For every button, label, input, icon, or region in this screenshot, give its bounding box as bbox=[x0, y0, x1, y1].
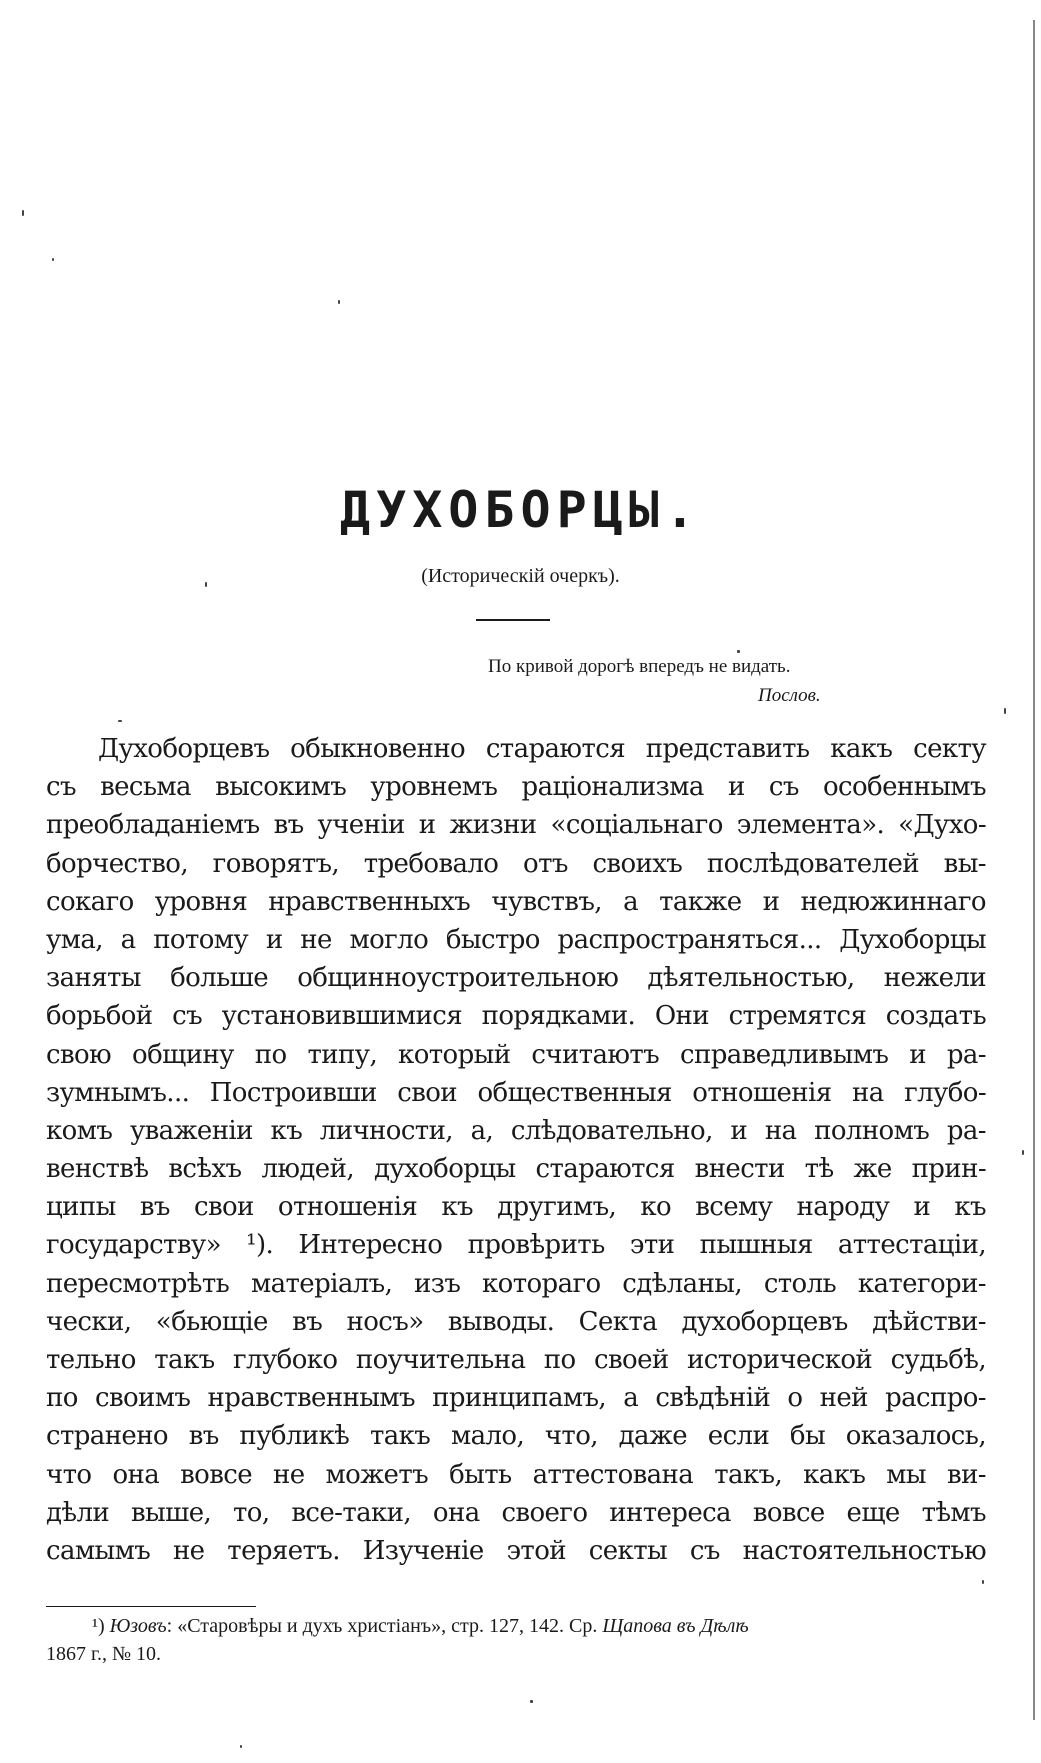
text-line: пересмотрѣть матеріалъ, изъ котораго сдѣланы, столь категори- bbox=[46, 1268, 986, 1299]
body-paragraph bbox=[46, 730, 986, 1570]
text-line: борьбой съ установившимися порядками. Они стремятся создать bbox=[46, 1001, 986, 1032]
text-line: венствѣ всѣхъ людей, духоборцы стараются внести тѣ же прин- bbox=[46, 1154, 986, 1185]
scan-speck bbox=[338, 300, 340, 304]
text-line: борчество, говорятъ, требовало отъ своихъ послѣдователей вы- bbox=[46, 848, 986, 879]
text-line: самымъ не теряетъ. Изученіе этой секты съ настоятельностью bbox=[46, 1535, 986, 1566]
text-line: преобладаніемъ въ ученіи и жизни «соціальнаго элемента». «Духо- bbox=[46, 810, 986, 841]
scan-speck bbox=[982, 1580, 984, 1584]
text-line: заняты больше общинноустроительною дѣятельностью, нежели bbox=[46, 963, 986, 994]
text-line: дѣли выше, то, все-таки, она своего интереса вовсе еще тѣмъ bbox=[46, 1497, 986, 1528]
page-subtitle: (Историческій очеркъ). bbox=[421, 565, 620, 587]
text-line: свою общину по типу, который считаютъ справедливымъ и ра- bbox=[46, 1039, 986, 1070]
text-line: тельно такъ глубоко поучительна по своей исторической судьбѣ, bbox=[46, 1345, 986, 1375]
scan-speck bbox=[1004, 708, 1006, 714]
scan-speck bbox=[240, 1745, 242, 1748]
text-line: что она вовсе не можетъ быть аттестована такъ, какъ мы ви- bbox=[46, 1459, 986, 1490]
scan-speck bbox=[52, 258, 54, 261]
page-title: ДУХОБОРЦЫ. bbox=[339, 481, 702, 539]
text-line: зумнымъ... Построивши свои общественныя отношенія на глубо- bbox=[46, 1077, 986, 1108]
text-line: по своимъ нравственнымъ принципамъ, а свѣдѣній о ней распро- bbox=[46, 1383, 986, 1414]
text-line: сокаго уровня нравственныхъ чувствъ, а также и недюжиннаго bbox=[46, 886, 986, 917]
text-line: Духоборцевъ обыкновенно стараются представить какъ секту bbox=[98, 734, 986, 764]
text-line: съ весьма высокимъ уровнемъ раціонализма и съ особеннымъ bbox=[46, 772, 986, 803]
text-line: ума, а потому и не могло быстро распространяться... Духоборцы bbox=[46, 924, 986, 955]
footnote bbox=[46, 1612, 986, 1668]
scan-speck bbox=[530, 1700, 533, 1703]
scan-speck bbox=[1022, 1150, 1024, 1155]
text-line: государству» ¹). Интересно провѣрить эти пышныя аттестаціи, bbox=[46, 1230, 986, 1261]
scan-speck bbox=[118, 720, 122, 722]
epigraph-source: Послов. bbox=[758, 685, 821, 706]
scan-speck bbox=[22, 210, 24, 216]
text-line: ципы въ свои отношенія къ другимъ, ко всему народу и къ bbox=[46, 1192, 986, 1223]
footnote-line-2: 1867 г., № 10. bbox=[46, 1643, 162, 1665]
text-line: странено въ публикѣ такъ мало, что, даже если бы оказалось, bbox=[46, 1421, 986, 1452]
text-line: комъ уваженіи къ личности, а, слѣдовательно, и на полномъ ра- bbox=[46, 1115, 986, 1146]
epigraph: По кривой дорогѣ впередъ не видать. bbox=[488, 656, 791, 677]
footnote-author: Юзовъ bbox=[109, 1615, 167, 1637]
footnote-divider bbox=[46, 1606, 256, 1607]
footnote-text: : «Старовѣры и духъ христіанъ», стр. 127, 142. Ср. bbox=[166, 1615, 603, 1637]
text-line: чески, «бьющіе въ носъ» выводы. Секта духоборцевъ дѣйстви- bbox=[46, 1306, 986, 1337]
footnote-reference: Щапова въ Дѣлѣ bbox=[602, 1615, 749, 1637]
title-divider bbox=[476, 619, 550, 621]
footnote-line-1 bbox=[46, 1612, 986, 1640]
page-edge-line bbox=[1033, 20, 1035, 1720]
footnote-mark: ¹) bbox=[92, 1615, 105, 1637]
